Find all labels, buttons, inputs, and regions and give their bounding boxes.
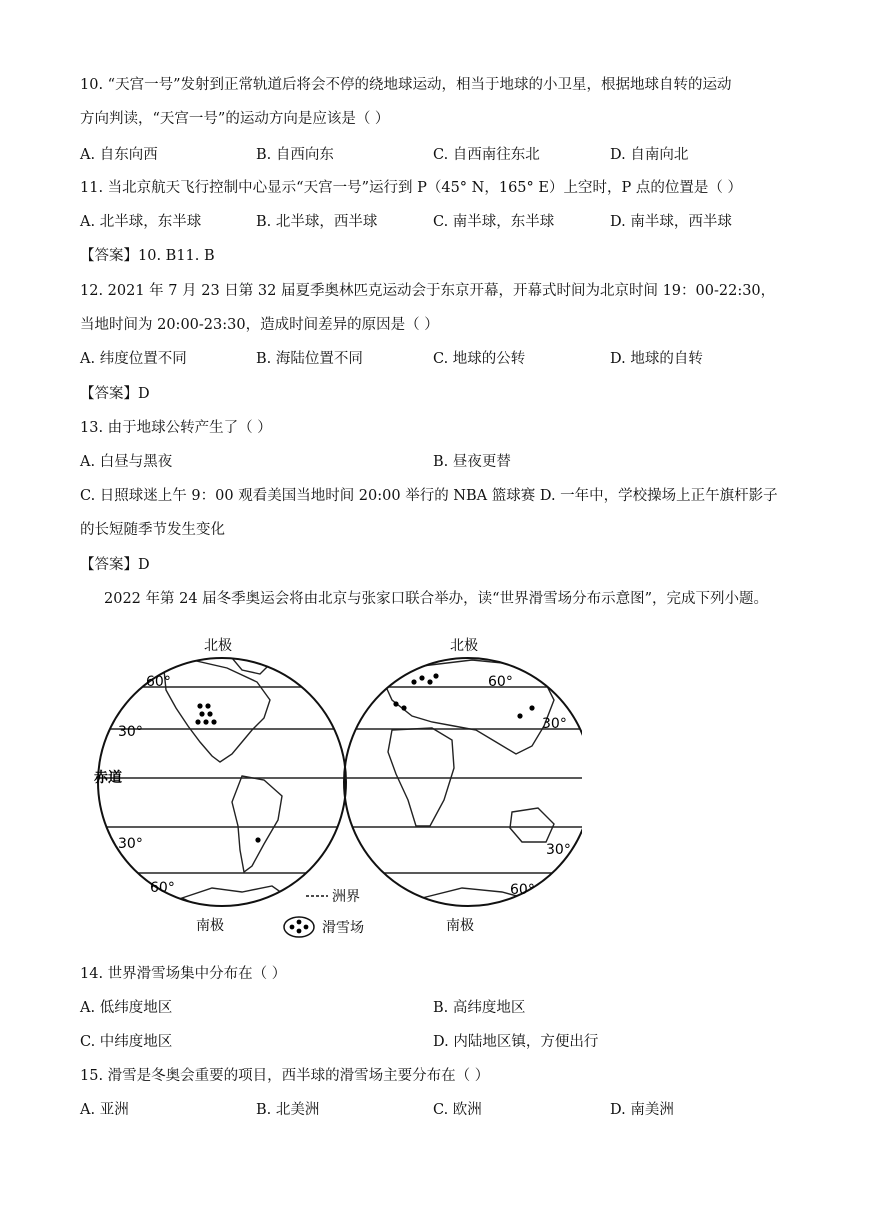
answer-13: 【答案】D <box>80 557 150 573</box>
answer-10-11: 【答案】10. B11. B <box>80 248 215 264</box>
north-pole-label-west: 北极 <box>204 638 232 654</box>
q10-option-d: D. 自南向北 <box>610 147 689 163</box>
q10-option-b: B. 自西向东 <box>256 147 334 163</box>
q12-option-c: C. 地球的公转 <box>433 351 526 367</box>
q12-stem-line1: 12. 2021 年 7 月 23 日第 32 届夏季奥林匹克运动会于东京开幕，开幕式时间为北京时间 19：00-22:30， <box>80 283 776 299</box>
q10-option-a: A. 自东向西 <box>80 147 158 163</box>
q11-option-a: A. 北半球，东半球 <box>80 214 202 230</box>
ski-resorts-north-america <box>195 703 260 842</box>
q11-option-b: B. 北半球，西半球 <box>256 214 378 230</box>
q15-option-c: C. 欧洲 <box>433 1102 482 1118</box>
q13-option-a: A. 白昼与黑夜 <box>80 454 173 470</box>
lat60-label-sw: 60° <box>150 880 175 896</box>
q13-option-b: B. 昼夜更替 <box>433 454 511 470</box>
q10-stem-line2: 方向判读，“天宫一号”的运动方向是应该是（ ） <box>80 111 390 127</box>
south-pole-label-east: 南极 <box>446 918 474 934</box>
section-intro: 2022 年第 24 届冬季奥运会将由北京与张家口联合举办，读“世界滑雪场分布示意图”，完成下列小题。 <box>104 591 769 607</box>
q14-option-a: A. 低纬度地区 <box>80 1000 173 1016</box>
q15-option-d: D. 南美洲 <box>610 1102 674 1118</box>
q15-stem: 15. 滑雪是冬奥会重要的项目，西半球的滑雪场主要分布在（ ） <box>80 1068 490 1084</box>
q15-option-a: A. 亚洲 <box>80 1102 129 1118</box>
q12-option-b: B. 海陆位置不同 <box>256 351 363 367</box>
legend-boundary-label: 洲界 <box>332 889 360 905</box>
lat30-label-se: 30° <box>546 842 571 858</box>
lat60-label-nw: 60° <box>146 674 171 690</box>
answer-12: 【答案】D <box>80 386 150 402</box>
lat60-label-se: 60° <box>510 882 535 898</box>
q12-option-a: A. 纬度位置不同 <box>80 351 187 367</box>
q14-option-c: C. 中纬度地区 <box>80 1034 173 1050</box>
q13-option-cd-line2: 的长短随季节发生变化 <box>80 522 225 538</box>
lat30-label-nw: 30° <box>118 724 143 740</box>
north-pole-label-east: 北极 <box>450 638 478 654</box>
q11-stem: 11. 当北京航天飞行控制中心显示“天宫一号”运行到 P（45° N，165° E）上空时，P 点的位置是（ ） <box>80 180 742 196</box>
q15-option-b: B. 北美洲 <box>256 1102 320 1118</box>
lat60-label-ne: 60° <box>488 674 513 690</box>
lat30-label-ne: 30° <box>542 716 567 732</box>
ski-resorts-europe-asia <box>393 673 534 718</box>
q10-stem-line1: 10. “天宫一号”发射到正常轨道后将会不停的绕地球运动，相当于地球的小卫星，根据地球自转的运动 <box>80 77 732 93</box>
eastern-hemisphere <box>342 637 582 934</box>
q11-option-d: D. 南半球，西半球 <box>610 214 732 230</box>
q12-option-d: D. 地球的自转 <box>610 351 703 367</box>
equator-label: 赤道 <box>94 770 122 786</box>
map-legend <box>284 889 364 937</box>
world-ski-map <box>92 630 582 940</box>
q14-option-d: D. 内陆地区镇，方便出行 <box>433 1034 599 1050</box>
q13-option-cd-line1: C. 日照球迷上午 9：00 观看美国当地时间 20:00 举行的 NBA 篮球赛 D. 一年中，学校操场上正午旗杆影子 <box>80 488 778 504</box>
q14-option-b: B. 高纬度地区 <box>433 1000 526 1016</box>
western-hemisphere <box>92 637 352 934</box>
south-pole-label-west: 南极 <box>196 918 224 934</box>
q12-stem-line2: 当地时间为 20:00-23:30，造成时间差异的原因是（ ） <box>80 317 439 333</box>
legend-ski-label: 滑雪场 <box>322 920 364 936</box>
q13-stem: 13. 由于地球公转产生了（ ） <box>80 420 272 436</box>
q11-option-c: C. 南半球，东半球 <box>433 214 555 230</box>
lat30-label-sw: 30° <box>118 836 143 852</box>
q14-stem: 14. 世界滑雪场集中分布在（ ） <box>80 966 287 982</box>
q10-option-c: C. 自西南往东北 <box>433 147 540 163</box>
